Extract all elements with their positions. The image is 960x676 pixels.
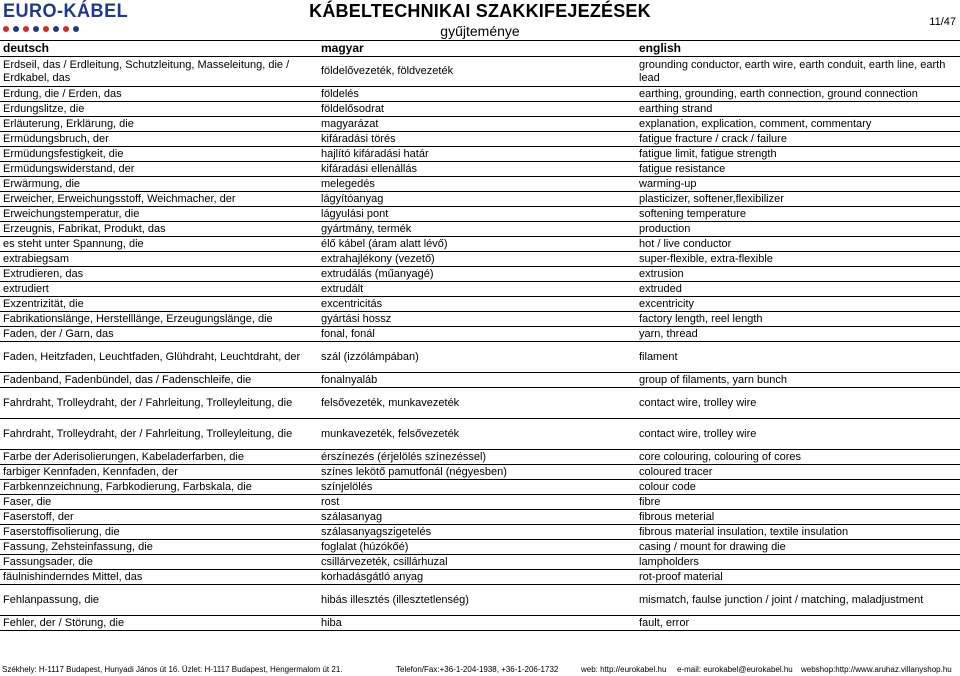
term-deutsch: Erdseil, das / Erdleitung, Schutzleitung, Masseleitung, die / Erdkabel, das: [3, 58, 290, 84]
term-magyar: hajlító kifáradási határ: [321, 147, 429, 160]
term-deutsch: Erweichungstemperatur, die: [3, 207, 140, 220]
term-deutsch: Fehler, der / Störung, die: [3, 616, 125, 629]
term-deutsch: fäulnishinderndes Mittel, das: [3, 570, 143, 583]
term-magyar: lágyítóanyag: [321, 192, 384, 205]
term-english: softening temperature: [639, 207, 747, 220]
term-magyar: szálasanyagszigetelés: [321, 525, 432, 538]
term-english: rot-proof material: [639, 570, 723, 583]
term-magyar: földelősodrat: [321, 102, 384, 115]
term-english: fatigue fracture / crack / failure: [639, 132, 787, 145]
term-deutsch: Fahrdraht, Trolleydraht, der / Fahrleitung, Trolleyleitung, die: [3, 396, 293, 409]
term-english: extrusion: [639, 267, 684, 280]
term-magyar: munkavezeték, felsővezeték: [321, 427, 460, 440]
table-row: [0, 450, 960, 465]
term-magyar: extrahajlékony (vezető): [321, 252, 435, 265]
footer-web[interactable]: web: http://eurokabel.hu: [581, 665, 667, 674]
table-row: [0, 585, 960, 616]
term-magyar: élő kábel (áram alatt lévő): [321, 237, 448, 250]
column-header-deutsch: deutsch: [3, 41, 50, 55]
term-deutsch: farbiger Kennfaden, Kennfaden, der: [3, 465, 178, 478]
footer-phone: Telefon/Fax:+36-1-204-1938, +36-1-206-1732: [396, 665, 559, 674]
glossary-table: [0, 40, 960, 631]
table-row: [0, 207, 960, 222]
table-row: [0, 525, 960, 540]
term-english: explanation, explication, comment, commentary: [639, 117, 872, 130]
term-english: fibrous meterial: [639, 510, 715, 523]
term-english: lampholders: [639, 555, 699, 568]
term-magyar: excentricitás: [321, 297, 383, 310]
table-row: [0, 297, 960, 312]
term-english: earthing strand: [639, 102, 713, 115]
term-english: fibrous material insulation, textile insulation: [639, 525, 849, 538]
table-row: [0, 342, 960, 373]
term-deutsch: Farbkennzeichnung, Farbkodierung, Farbskala, die: [3, 480, 252, 493]
term-magyar: gyártási hossz: [321, 312, 392, 325]
term-english: fatigue limit, fatigue strength: [639, 147, 777, 160]
term-english: excentricity: [639, 297, 695, 310]
term-deutsch: es steht unter Spannung, die: [3, 237, 144, 250]
term-deutsch: Erzeugnis, Fabrikat, Produkt, das: [3, 222, 166, 235]
term-magyar: fonalnyaláb: [321, 373, 378, 386]
term-english: contact wire, trolley wire: [639, 396, 757, 409]
term-magyar: kifáradási ellenállás: [321, 162, 417, 175]
table-row: [0, 282, 960, 297]
term-deutsch: Fehlanpassung, die: [3, 593, 100, 606]
term-deutsch: Erdung, die / Erden, das: [3, 87, 122, 100]
document-title: KÁBELTECHNIKAI SZAKKIFEJEZÉSEK: [309, 1, 651, 21]
term-magyar: fonal, fonál: [321, 327, 375, 340]
term-deutsch: Exzentrizität, die: [3, 297, 84, 310]
term-magyar: kifáradási törés: [321, 132, 396, 145]
term-deutsch: Erwärmung, die: [3, 177, 81, 190]
term-magyar: érszínezés (érjelölés színezéssel): [321, 450, 487, 463]
term-magyar: földelés: [321, 87, 359, 100]
term-deutsch: Faden, der / Garn, das: [3, 327, 114, 340]
term-magyar: melegedés: [321, 177, 375, 190]
term-magyar: színes lekötő pamutfonál (négyesben): [321, 465, 507, 478]
term-english: extruded: [639, 282, 682, 295]
term-english: hot / live conductor: [639, 237, 732, 250]
term-magyar: gyártmány, termék: [321, 222, 412, 235]
term-deutsch: extrudiert: [3, 282, 49, 295]
table-row: [0, 162, 960, 177]
term-deutsch: Ermüdungswiderstand, der: [3, 162, 135, 175]
term-magyar: magyarázat: [321, 117, 379, 130]
term-english: coloured tracer: [639, 465, 713, 478]
table-row: [0, 570, 960, 585]
term-deutsch: Fahrdraht, Trolleydraht, der / Fahrleitung, Trolleyleitung, die: [3, 427, 293, 440]
term-english: grounding conductor, earth wire, earth conduit, earth line, earth lead: [639, 58, 946, 84]
table-row: [0, 177, 960, 192]
table-row: [0, 388, 960, 419]
table-row: [0, 147, 960, 162]
term-deutsch: Fassungsader, die: [3, 555, 93, 568]
term-english: fatigue resistance: [639, 162, 726, 175]
table-row: [0, 540, 960, 555]
term-english: fault, error: [639, 616, 690, 629]
term-english: group of filaments, yarn bunch: [639, 373, 787, 386]
term-deutsch: Erläuterung, Erklärung, die: [3, 117, 134, 130]
table-row: [0, 373, 960, 388]
term-english: production: [639, 222, 691, 235]
table-row: [0, 57, 960, 87]
term-magyar: színjelölés: [321, 480, 373, 493]
table-row: [0, 222, 960, 237]
footer-webshop[interactable]: webshop:http://www.aruhaz.villanyshop.hu: [801, 665, 952, 674]
term-english: factory length, reel length: [639, 312, 763, 325]
term-deutsch: Fabrikationslänge, Herstelllänge, Erzeugungslänge, die: [3, 312, 273, 325]
term-deutsch: Ermüdungsfestigkeit, die: [3, 147, 124, 160]
term-magyar: korhadásgátló anyag: [321, 570, 424, 583]
term-magyar: csillárvezeték, csillárhuzal: [321, 555, 448, 568]
term-english: colour code: [639, 480, 696, 493]
term-english: earthing, grounding, earth connection, ground connection: [639, 87, 918, 100]
table-row: [0, 419, 960, 450]
table-row: [0, 117, 960, 132]
table-row: [0, 510, 960, 525]
term-deutsch: Faserstoff, der: [3, 510, 74, 523]
term-magyar: extrudált: [321, 282, 364, 295]
term-magyar: hiba: [321, 616, 342, 629]
table-row: [0, 465, 960, 480]
column-header-english: english: [639, 41, 682, 55]
table-row: [0, 480, 960, 495]
footer-email[interactable]: e-mail: eurokabel@eurokabel.hu: [677, 665, 793, 674]
table-row: [0, 616, 960, 631]
term-deutsch: Faserstoffisolierung, die: [3, 525, 120, 538]
footer-address: Székhely: H-1117 Budapest, Hunyadi János út 16. Üzlet: H-1117 Budapest, Hengermalom út 21.: [2, 665, 343, 674]
term-deutsch: Extrudieren, das: [3, 267, 84, 280]
term-english: warming-up: [639, 177, 697, 190]
page-number: 11/47: [929, 16, 956, 28]
term-magyar: hibás illesztés (illesztetlenség): [321, 593, 469, 606]
column-header-magyar: magyar: [321, 41, 364, 55]
term-english: yarn, thread: [639, 327, 698, 340]
table-row: [0, 252, 960, 267]
term-deutsch: Erweicher, Erweichungsstoff, Weichmacher, der: [3, 192, 236, 205]
term-magyar: rost: [321, 495, 340, 508]
term-magyar: lágyulási pont: [321, 207, 389, 220]
term-deutsch: Fassung, Zehsteinfassung, die: [3, 540, 153, 553]
term-english: core colouring, colouring of cores: [639, 450, 802, 463]
term-deutsch: Farbe der Aderisolierungen, Kabeladerfarben, die: [3, 450, 244, 463]
table-row: [0, 267, 960, 282]
table-row: [0, 495, 960, 510]
term-magyar: földelővezeték, földvezeték: [321, 65, 454, 77]
table-row: [0, 555, 960, 570]
term-english: casing / mount for drawing die: [639, 540, 786, 553]
table-row: [0, 102, 960, 117]
term-english: super-flexible, extra-flexible: [639, 252, 773, 265]
term-english: fibre: [639, 495, 661, 508]
term-magyar: szál (izzólámpában): [321, 350, 419, 363]
table-row: [0, 312, 960, 327]
term-magyar: foglalat (húzókőé): [321, 540, 409, 553]
term-deutsch: Erdungslitze, die: [3, 102, 85, 115]
term-english: mismatch, faulse junction / joint / matching, maladjustment: [639, 593, 924, 606]
term-magyar: felsővezeték, munkavezeték: [321, 396, 460, 409]
table-header-row: [0, 40, 960, 57]
term-deutsch: Faden, Heitzfaden, Leuchtfaden, Glühdraht, Leuchtdraht, der: [3, 350, 301, 363]
logo-text: EURO-KÁBEL: [3, 1, 129, 22]
table-row: [0, 327, 960, 342]
table-row: [0, 87, 960, 102]
term-deutsch: extrabiegsam: [3, 252, 70, 265]
term-magyar: szálasanyag: [321, 510, 383, 523]
term-english: contact wire, trolley wire: [639, 427, 757, 440]
table-row: [0, 192, 960, 207]
table-row: [0, 132, 960, 147]
term-deutsch: Faser, die: [3, 495, 52, 508]
document-subtitle: gyűjteménye: [440, 23, 520, 39]
term-deutsch: Fadenband, Fadenbündel, das / Fadenschleife, die: [3, 373, 252, 386]
term-magyar: extrudálás (műanyagé): [321, 267, 434, 280]
table-row: [0, 237, 960, 252]
term-english: filament: [639, 350, 678, 363]
page-footer: [0, 665, 960, 676]
term-deutsch: Ermüdungsbruch, der: [3, 132, 109, 145]
term-english: plasticizer, softener,flexibilizer: [639, 192, 784, 205]
